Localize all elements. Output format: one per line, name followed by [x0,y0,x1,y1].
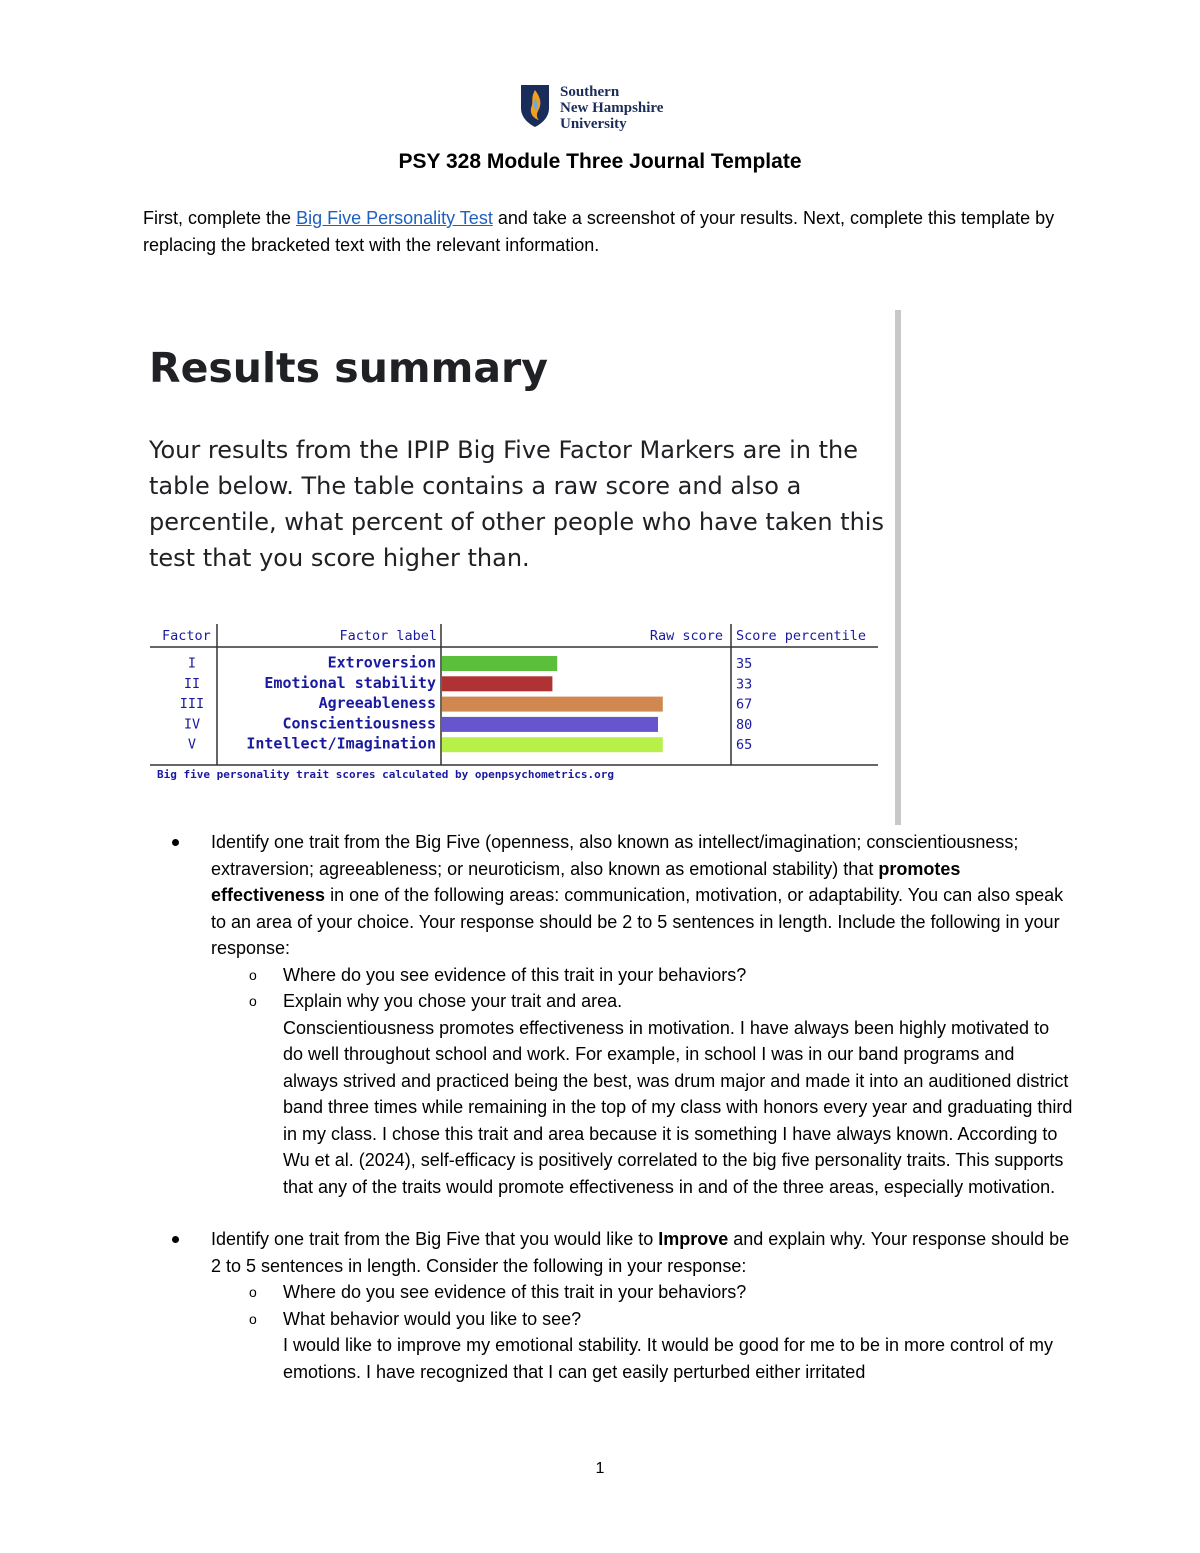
chart-factor-numeral: I [187,655,197,672]
bullet-icon [172,1236,179,1243]
results-summary-description: Your results from the IPIP Big Five Factor Markers are in the table below. The table contains a raw score and also a percentile, what percent of other people who have taken this test that you score higher than. [149,436,884,572]
intro-paragraph [143,205,1063,259]
chart-percentile-value: 35 [736,656,753,672]
bullet-2-text-a: Identify one trait from the Big Five that you would like to [211,1229,659,1249]
bullet-1-bold: promotes effectiveness [211,858,961,905]
chart-factor-numeral: IV [183,716,201,733]
logo-line-1: Southern [560,84,620,100]
university-logo [520,84,663,132]
logo-line-2: New Hampshire [560,100,664,116]
chart-factor-numeral: II [183,675,201,692]
response-1: Conscientiousness promotes effectiveness in motivation. I have always been highly motivated to do well throughout school and work. For example, in school I was in our band programs and always strived and practiced being the best, was drum major and made it into an auditioned district band three times while remaining in the top of my class with honors every year and graduating third in my class. I chose this trait and area because it is something I have always known. According to Wu et al. (2024), self-efficacy is positively correlated to the big five personality traits. This supports that any of the traits would promote effectiveness in and of the three areas, especially motivation. [283,1017,1073,1197]
chart-factor-label: Extroversion [327,653,436,672]
chart-percentile-value: 80 [736,716,753,733]
bullet-1-text-a: Identify one trait from the Big Five (openness, also known as intellect/imagination; conscientiousness; extraversion; agreeableness; or neuroticism, also known as emotional stability) that [211,832,1019,879]
chart-bar [442,676,552,691]
sub-item [0,988,1068,1015]
chart-bar [442,697,663,712]
logo-line-3: University [560,116,627,132]
chart-bar [442,737,663,752]
bullet-1-text-b: in one of the following areas: communication, motivation, or adaptability. You can also speak to an area of your choice. Your response should be 2 to 5 sentences in length. Include the following in your response: [211,885,1064,958]
intro-text-1: First, complete the [143,208,297,228]
chart-percentile-value: 67 [736,696,753,713]
big-five-test-link[interactable]: Big Five Personality Test [296,208,493,228]
journal-questions [0,829,1200,1385]
university-shield-icon [520,84,550,128]
chart-factor-numeral: V [187,736,197,753]
sub-item [0,962,1068,989]
chart-bar [442,717,658,732]
circle-bullet-icon: o [249,966,257,983]
intro-text-2: and take a screenshot of your results. Next, complete this template by replacing the bracketed text with the relevant information. [143,208,1055,255]
sub-item [0,1306,1068,1333]
chart-factor-label: Emotional stability [264,673,436,692]
response-2: I would like to improve my emotional stability. It would be good for me to be in more control of my emotions. I have recognized that I can get easily perturbed either irritated [283,1335,1054,1382]
sub-item-text: What behavior would you like to see? [283,1308,582,1329]
sub-item-text: Explain why you chose your trait and area. [283,991,623,1011]
bullet-item-2 [0,1226,1071,1279]
bullet-icon [172,839,179,846]
chart-factor-numeral: III [179,696,205,713]
chart-header-factor: Factor [162,628,211,644]
sub-item-text: Where do you see evidence of this trait in your behaviors? [283,1282,747,1302]
circle-bullet-icon: o [249,1284,257,1300]
big-five-chart [150,620,885,770]
bullet-2-text-b: and explain why. Your response should be 2 to 5 sentences in length. Consider the following in your response: [211,1229,1070,1276]
results-summary-title: Results summary [149,344,548,392]
page-number: 1 [595,1460,605,1477]
chart-factor-label: Agreeableness [318,694,436,713]
screenshot-border [895,310,901,825]
chart-header-percentile: Score percentile [736,628,867,644]
sub-item-text: Where do you see evidence of this trait in your behaviors? [283,964,747,985]
chart-percentile-value: 65 [736,737,753,754]
chart-header-label: Factor label [339,628,437,644]
bullet-2-bold: Improve [658,1229,729,1249]
chart-bar [442,656,557,671]
chart-factor-label: Intellect/Imagination [246,734,436,753]
sub-item [0,1279,1068,1306]
circle-bullet-icon: o [249,993,257,1009]
circle-bullet-icon: o [249,1310,257,1327]
document-title: PSY 328 Module Three Journal Template [398,150,802,173]
chart-caption: Big five personality trait scores calculated by openpsychometrics.org [157,768,614,781]
bullet-item-1 [0,829,1071,962]
chart-factor-label: Conscientiousness [282,714,436,733]
chart-percentile-value: 33 [736,676,753,693]
chart-header-raw: Raw score [649,628,723,644]
